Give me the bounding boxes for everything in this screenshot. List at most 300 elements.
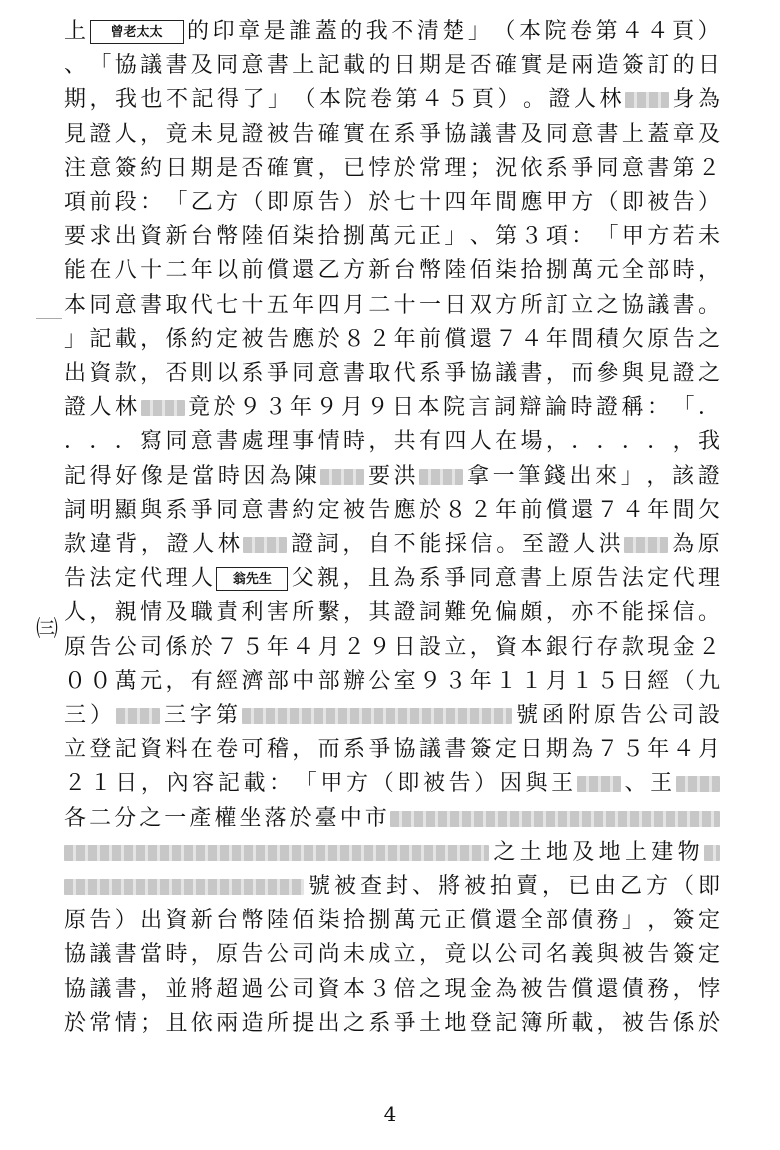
text-char: 年: [292, 292, 315, 318]
redaction-block: [390, 811, 720, 827]
text-char: 原: [593, 703, 616, 728]
text-char: 全: [520, 908, 543, 934]
text-char: 所: [292, 600, 315, 626]
text-char: ０: [89, 668, 112, 694]
text-char: 應: [292, 326, 315, 352]
text-char: 過: [241, 976, 264, 1002]
text-char: ，: [342, 566, 365, 592]
text-char: 成: [368, 942, 391, 968]
text-char: 爭: [444, 361, 467, 386]
text-char: 稱: [621, 395, 644, 421]
text-char: 乙: [619, 874, 642, 899]
text-char: 代: [140, 566, 163, 592]
text-char: 月: [697, 737, 720, 763]
text-char: 捌: [545, 258, 568, 284]
text-char: 顯: [114, 497, 137, 523]
text-char: 已: [342, 155, 365, 181]
text-char: 十: [241, 292, 264, 318]
text-char: 協: [64, 976, 87, 1002]
text-char: ：: [140, 190, 163, 215]
text-char: 系: [342, 737, 365, 763]
text-char: 證: [393, 600, 416, 626]
text-char: 公: [368, 668, 391, 694]
text-char: 日: [621, 668, 644, 694]
text-char: 經: [216, 668, 239, 694]
text-char: 議: [647, 292, 670, 318]
text-char: 因: [243, 463, 266, 489]
text-char: 各: [64, 805, 87, 831]
text-char: 被: [621, 942, 644, 968]
text-line: [64, 220, 720, 254]
text-char: ）: [90, 703, 113, 728]
text-char: 造: [596, 53, 619, 79]
text-char: 債: [571, 908, 594, 934]
text-char: 書: [647, 155, 670, 181]
text-char: 双: [469, 292, 492, 318]
text-char: 清: [416, 19, 439, 44]
text-char: 自: [368, 532, 391, 557]
text-char: 項: [545, 224, 568, 250]
text-char: 亦: [571, 600, 594, 626]
text-char: 筆: [518, 463, 541, 489]
text-char: 室: [393, 668, 416, 694]
text-char: ２: [469, 497, 492, 523]
text-char: 協: [621, 292, 644, 318]
text-char: 前: [419, 326, 442, 352]
text-char: 系: [419, 361, 442, 386]
text-char: 書: [140, 292, 163, 318]
text-char: ５: [241, 634, 264, 660]
text-char: 言: [468, 395, 491, 421]
text-char: 地: [545, 839, 568, 865]
text-char: ７: [495, 326, 518, 352]
text-char: 被: [342, 497, 365, 523]
text-char: 項: [64, 190, 87, 215]
text-char: 見: [216, 121, 239, 147]
text-char: 不: [596, 600, 619, 626]
text-char: 理: [266, 429, 289, 455]
text-char: 三: [163, 703, 186, 728]
text-char: 原: [647, 326, 670, 352]
text-char: ８: [342, 326, 365, 352]
text-char: 十: [393, 292, 416, 318]
text-char: ，: [647, 908, 670, 934]
text-line: [64, 289, 720, 323]
section-marker: ㈢: [36, 617, 59, 642]
text-char: 了: [242, 87, 265, 113]
text-char: 告: [266, 326, 289, 352]
text-char: 段: [114, 190, 137, 215]
text-char: ：: [269, 771, 292, 797]
text-char: 證: [291, 532, 314, 557]
text-char: ９: [315, 395, 338, 421]
text-char: 造: [241, 1010, 264, 1036]
text-char: 理: [165, 566, 188, 592]
text-char: 人: [573, 532, 596, 557]
text-char: 立: [64, 737, 87, 763]
text-char: 依: [190, 1010, 213, 1036]
redaction-block: [242, 708, 512, 724]
text-char: 七: [216, 292, 239, 318]
text-char: 新: [190, 908, 213, 934]
text-char: 十: [419, 190, 442, 215]
text-char: 甲: [545, 190, 568, 215]
text-char: 告: [448, 771, 471, 797]
text-char: ３: [368, 976, 391, 1002]
text-char: 爭: [444, 566, 467, 592]
text-char: 意: [241, 497, 264, 523]
text-char: 以: [216, 361, 239, 386]
text-char: 為: [495, 976, 518, 1002]
text-char: 柒: [317, 908, 340, 934]
text-char: 被: [520, 976, 543, 1002]
text-char: 期: [64, 87, 87, 113]
text-char: 議: [495, 361, 518, 386]
text-char: 四: [317, 292, 340, 318]
text-char: 情: [317, 429, 340, 455]
text-char: 陸: [241, 224, 264, 250]
text-char: 柒: [292, 224, 315, 250]
text-char: 封: [385, 874, 408, 899]
text-char: 查: [359, 874, 382, 899]
text-char: 辦: [342, 668, 365, 694]
text-char: 月: [545, 668, 568, 694]
text-char: 像: [140, 463, 163, 489]
text-line: [64, 596, 720, 630]
text-char: 院: [544, 19, 567, 44]
text-char: 被: [333, 874, 356, 899]
text-char: 洪: [598, 532, 621, 557]
text-char: 債: [621, 976, 644, 1002]
text-char: ）: [114, 908, 137, 934]
text-char: １: [520, 668, 543, 694]
text-char: 定: [317, 497, 340, 523]
text-char: 不: [166, 87, 189, 113]
text-char: ，: [140, 121, 163, 147]
text-char: 於: [64, 1010, 87, 1036]
text-char: 系: [418, 566, 441, 592]
text-char: 還: [292, 258, 315, 284]
text-char: 兩: [216, 1010, 239, 1036]
text-char: 簿: [520, 1010, 543, 1036]
text-char: 前: [241, 258, 264, 284]
text-line: [64, 836, 720, 870]
text-char: 為: [393, 566, 416, 592]
text-char: 年: [469, 190, 492, 215]
text-char: 在: [89, 258, 112, 284]
text-char: 土: [519, 839, 542, 865]
text-char: 法: [621, 566, 644, 592]
text-char: 公: [114, 634, 137, 660]
text-char: 部: [545, 908, 568, 934]
text-char: 方: [216, 190, 239, 215]
text-char: 竟: [187, 395, 210, 421]
text-char: 告: [672, 326, 695, 352]
text-char: 上: [292, 53, 315, 79]
text-char: 即: [397, 771, 420, 797]
text-char: ，: [89, 600, 112, 626]
text-char: 注: [64, 155, 87, 181]
text-char: 蓋: [314, 19, 337, 44]
text-line: [64, 733, 720, 767]
text-char: 同: [216, 497, 239, 523]
text-line: [64, 631, 720, 665]
text-char: 人: [190, 566, 213, 592]
text-char: ３: [520, 224, 543, 250]
text-char: 未: [190, 121, 213, 147]
text-char: 還: [596, 976, 619, 1002]
text-char: 年: [289, 395, 312, 421]
text-char: 原: [571, 566, 594, 592]
text-char: 於: [289, 805, 312, 831]
text-char: ．: [596, 429, 619, 455]
text-char: 經: [647, 668, 670, 694]
text-char: 記: [89, 326, 112, 352]
text-char: 土: [419, 1010, 442, 1036]
text-char: ，: [646, 463, 669, 489]
text-char: 係: [165, 326, 188, 352]
text-char: 方: [342, 258, 365, 284]
text-char: 人: [114, 121, 137, 147]
text-char: 告: [647, 1010, 670, 1036]
text-char: 登: [469, 1010, 492, 1036]
text-char: ，: [545, 429, 568, 455]
text-char: 佰: [266, 224, 289, 250]
text-char: 本: [518, 19, 541, 44]
text-line: [64, 973, 720, 1007]
text-char: 」: [621, 908, 644, 934]
text-char: 人: [89, 395, 112, 421]
text-char: 在: [495, 429, 518, 455]
text-char: 還: [469, 326, 492, 352]
redaction-block: [64, 845, 489, 861]
text-char: 公: [266, 976, 289, 1002]
text-char: 陸: [444, 258, 467, 284]
text-char: 爭: [368, 737, 391, 763]
text-char: 及: [697, 121, 720, 147]
text-char: 誰: [289, 19, 312, 44]
text-char: 定: [697, 942, 720, 968]
text-char: 為: [697, 87, 720, 113]
text-char: 章: [672, 121, 695, 147]
text-char: 尚: [317, 942, 340, 968]
text-char: 系: [368, 1010, 391, 1036]
text-char: 中: [292, 668, 315, 694]
text-char: 幣: [216, 224, 239, 250]
text-line: [64, 391, 720, 425]
text-char: 公: [495, 942, 518, 968]
text-char: ４: [621, 497, 644, 523]
text-char: 因: [499, 771, 522, 797]
text-char: 期: [419, 53, 442, 79]
text-char: 、: [64, 53, 87, 79]
text-char: 爭: [393, 1010, 416, 1036]
text-char: （: [493, 19, 516, 44]
text-char: 定: [216, 326, 239, 352]
text-char: 台: [190, 224, 213, 250]
text-char: 義: [571, 942, 594, 968]
text-char: 二: [165, 258, 188, 284]
text-char: 地: [444, 1010, 467, 1036]
text-char: 書: [165, 53, 188, 79]
text-char: 證: [548, 87, 571, 113]
text-char: ２: [64, 771, 87, 797]
text-char: 書: [342, 361, 365, 386]
text-char: 書: [672, 292, 695, 318]
text-char: 記: [317, 53, 340, 79]
text-char: 實: [292, 155, 315, 181]
text-char: 求: [89, 224, 112, 250]
text-char: 簽: [621, 53, 644, 79]
text-char: 資: [165, 908, 188, 934]
text-char: 萬: [114, 668, 137, 694]
redaction-block: [243, 537, 287, 553]
text-char: 、: [624, 771, 647, 797]
text-char: ：: [646, 395, 669, 421]
text-line: [64, 904, 720, 938]
text-char: ：: [571, 224, 594, 250]
text-char: 林: [115, 395, 138, 421]
text-char: ，: [545, 600, 568, 626]
text-char: 元: [393, 224, 416, 250]
text-char: 意: [621, 155, 644, 181]
text-char: 記: [191, 87, 214, 113]
text-char: 見: [647, 361, 670, 386]
text-char: 常: [419, 155, 442, 181]
text-char: １: [495, 668, 518, 694]
text-char: 年: [647, 497, 670, 523]
text-char: ３: [264, 395, 287, 421]
text-char: 及: [190, 53, 213, 79]
text-char: 新: [165, 224, 188, 250]
text-char: 書: [266, 497, 289, 523]
text-char: 款: [621, 634, 644, 660]
text-char: 將: [437, 874, 460, 899]
text-char: ２: [342, 634, 365, 660]
text-char: 元: [419, 908, 442, 934]
text-char: 林: [599, 87, 622, 113]
text-char: 載: [114, 326, 137, 352]
text-char: 不: [393, 532, 416, 557]
text-char: 議: [469, 121, 492, 147]
text-char: 頁: [672, 19, 695, 44]
text-char: 是: [166, 463, 189, 489]
text-char: 、: [469, 224, 492, 250]
text-char: 意: [114, 292, 137, 318]
text-char: 是: [545, 53, 568, 79]
text-char: ，: [342, 600, 365, 626]
text-char: 方: [645, 874, 668, 899]
text-char: 系: [241, 361, 264, 386]
text-char: 要: [368, 463, 391, 489]
text-char: 與: [596, 942, 619, 968]
text-char: （: [241, 190, 264, 215]
text-char: 償: [571, 976, 594, 1002]
text-char: 告: [545, 976, 568, 1002]
text-char: 司: [292, 942, 315, 968]
text-char: 簽: [469, 737, 492, 763]
text-char: 方: [647, 224, 670, 250]
text-char: 洪: [393, 463, 416, 489]
text-char: 與: [621, 361, 644, 386]
text-char: 本: [342, 976, 365, 1002]
text-char: 採: [444, 532, 467, 557]
text-char: 陳: [294, 463, 317, 489]
text-char: ．: [89, 429, 112, 455]
text-char: 原: [292, 190, 315, 215]
text-char: 方: [495, 292, 518, 318]
text-char: 在: [190, 737, 213, 763]
text-char: 日: [697, 53, 720, 79]
text-line: [64, 460, 720, 494]
text-char: 意: [89, 155, 112, 181]
text-char: ５: [621, 737, 644, 763]
text-char: 否: [165, 361, 188, 386]
text-char: 第: [395, 87, 418, 113]
text-char: 親: [317, 566, 340, 592]
text-char: ，: [419, 942, 442, 968]
text-char: 係: [672, 1010, 695, 1036]
text-char: 同: [165, 429, 188, 455]
text-char: 協: [114, 53, 137, 79]
text-line: [64, 186, 720, 220]
text-char: 上: [545, 566, 568, 592]
text-char: 倍: [393, 976, 416, 1002]
text-line: [64, 323, 720, 357]
text-char: ２: [697, 155, 720, 181]
text-char: 有: [419, 429, 442, 455]
text-char: 的: [672, 53, 695, 79]
text-char: 事: [292, 429, 315, 455]
text-char: 資: [140, 737, 163, 763]
text-char: 司: [520, 942, 543, 968]
text-char: 所: [266, 1010, 289, 1036]
text-char: 悖: [368, 155, 391, 181]
text-char: 人: [469, 429, 492, 455]
text-char: 情: [114, 1010, 137, 1036]
text-char: 詞: [493, 395, 516, 421]
text-char: ，: [317, 155, 340, 181]
text-char: 被: [647, 190, 670, 215]
text-char: 取: [165, 292, 188, 318]
text-char: １: [571, 668, 594, 694]
text-char: 是: [216, 155, 239, 181]
text-char: 償: [545, 497, 568, 523]
text-char: 部: [317, 668, 340, 694]
text-char: 之: [342, 1010, 365, 1036]
text-char: 之: [596, 292, 619, 318]
text-char: 可: [241, 737, 264, 763]
text-char: 台: [393, 258, 416, 284]
text-char: 被: [241, 326, 264, 352]
redaction-block: [419, 469, 463, 485]
text-char: 容: [192, 771, 215, 797]
text-char: ，: [140, 976, 163, 1002]
text-char: 為: [672, 532, 695, 557]
text-char: 證: [166, 532, 189, 557]
text-char: 權: [214, 805, 237, 831]
redaction-block: [676, 776, 720, 792]
text-char: 是: [444, 53, 467, 79]
text-line: [64, 802, 720, 836]
text-line: [64, 699, 720, 733]
text-char: 中: [339, 805, 362, 831]
text-char: 時: [570, 395, 593, 421]
text-char: 證: [241, 121, 264, 147]
text-char: ７: [596, 497, 619, 523]
text-char: 證: [697, 463, 720, 489]
text-char: ９: [419, 668, 442, 694]
